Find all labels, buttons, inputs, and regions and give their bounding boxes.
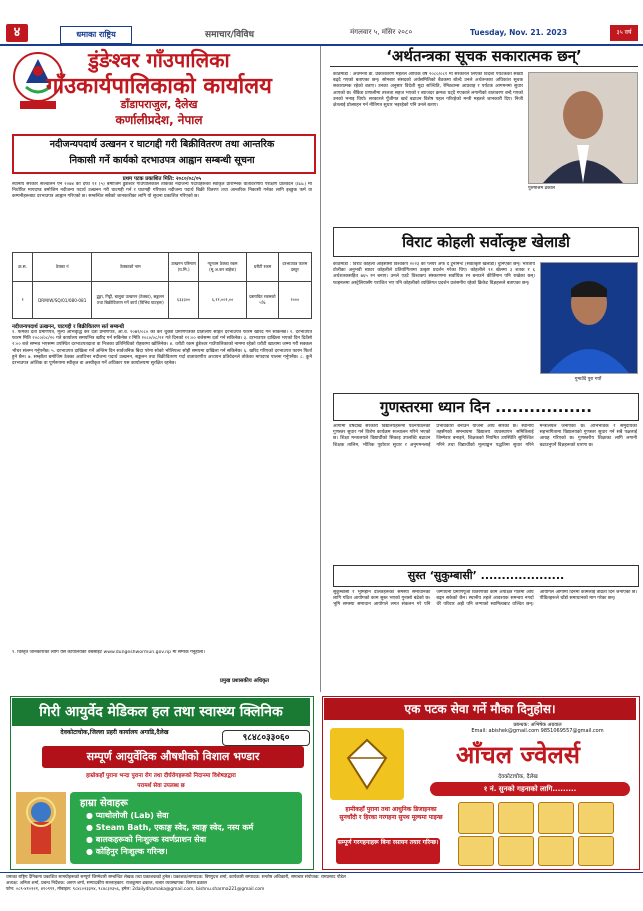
signature: प्रमुख प्रशासकीय अधिकृत xyxy=(220,678,270,684)
necklace-image xyxy=(498,802,534,834)
office-address: डाँडापराजुल, दैलेख xyxy=(120,98,198,111)
table-cell: १००० xyxy=(278,282,311,319)
table-header: ठेक्का नं xyxy=(33,253,92,282)
headline-landless: सुस्त ‘सुकुम्बासी’ .................... xyxy=(333,565,639,587)
corner-flag: ३५ वर्ष xyxy=(610,25,638,41)
table-header: धरौटी रकम xyxy=(247,253,278,282)
ad-jewellers-name: आँचल ज्वेलर्स xyxy=(456,741,580,769)
service-item: ● Steam Bath, एकाङ्ग स्वेद, स्वाङ्ग स्वेद, नस्य कर्म xyxy=(86,823,254,832)
article-economy: काठमाडौँ : अर्थमन्त्री डा. प्रकाशशरण महतले आर्थिक वर्ष २०८०/०८१ मा सरकारले लिएको विदेशी पर्यटकको संख्या बढ्दै गएको बताएका छन्। सोमबार संसदको अर्थसमितिको बैठकमा बोल्दै उनले अर्थतन्त्रका अधिकांश सूचक सकारात्मक रहेको बताए। उनका अनुसार विदेशी मुद्रा सञ्चिति, रेमिट्यान्स आप्रवाह र पर्यटक आगमनमा सुधार आएको छ। बैंकिङ प्रणालीमा तरलता सहज भएको र ब्याजदर क्रमशः घट्दै गएकाले लगानीको वातावरण बन्दै गएको उनको भनाइ थियो। सरकारले पुँजीगत खर्च बढाउन विशेष पहल गरिरहेको मन्त्री महतले जानकारी दिए। निजी क्षेत्रलाई प्रोत्साहन गर्न नीतिगत सुधार भइरहेको पनि उनले बताए। xyxy=(333,72,523,109)
dhanvantari-image xyxy=(16,792,66,864)
ad-ayurveda-location: देवकोटाचोक,जिल्ला प्रहरी कार्यालय अगाडि,दैलेख xyxy=(60,729,169,736)
pendant-image xyxy=(578,836,614,866)
table-header: न्यूनतम ठेक्का रकम (मू.अ.कर बाहेक) xyxy=(198,253,246,282)
table-header: दरभाउपत्र फारम दस्तुर xyxy=(278,253,311,282)
page-number: ४ xyxy=(6,24,28,42)
table-header-row xyxy=(13,253,312,282)
ad-jewellers-slogan: हामीकहाँ पुराना तथा आधुनिक डिजाइनका सुनचाँदी र हिरका गरगहना सुपथ मूल्यमा पाइन्छ xyxy=(339,806,443,821)
headline-kohli: विराट कोहली सर्वोत्कृष्ट खेलाडी xyxy=(333,227,639,257)
ad-jewellers-location: देवकोटाचोक, दैलेख xyxy=(498,774,538,780)
service-label: कोहिनुर निःशुल्क गरिन्छ। xyxy=(95,847,168,856)
table-cell: १ xyxy=(13,282,33,319)
ad-services-title: हाम्रा सेवाहरू xyxy=(80,798,128,809)
service-label: प्याथोलोजी (Lab) सेवा xyxy=(95,811,169,820)
service-item: ● बालकहरूको निःशुल्क स्वर्णप्राशन सेवा xyxy=(86,835,207,844)
ad-ayurveda-phone: ९८४८०३३०६० xyxy=(222,730,310,746)
article-kohli: काठमाडौँ : विराट कोहली आईसीसी विश्वकप २०२३ को प्लेयर अफ द टुर्नामेन्ट (सर्वोत्कृष्ट खेलाडी) चुनिएका छन्। भारतीय टोलीका अनुभवी ब्याटर कोहलीले प्रतियोगितामा उत्कृष्ट प्रदर्शन गरेका थिए। कोहलीले ११ खेलमा ३ शतक र ६ अर्धशतकसहित ७६५ रन बनाए। उनले एउटै विश्वकप संस्करणमा सर्वाधिक रन बनाउने कीर्तिमान पनि राखेका छन्। फाइनलमा अस्ट्रेलियासँग पराजित भए पनि कोहलीको व्यक्तिगत प्रदर्शन प्रशंसनीय रहेको क्रिकेट विज्ञहरूले बताएका छन्। xyxy=(333,262,535,286)
ring-image xyxy=(498,836,534,866)
notice-heading-line-2: निकासी गर्ने कार्यको दरभाउपत्र आह्वान सम्बन्धी सूचना xyxy=(69,155,255,166)
ad-ayurveda-line-2: परामर्श सेवा उपलब्ध छ xyxy=(137,783,185,789)
nepali-date: मंगलवार ५, मंसिर २०८० xyxy=(350,28,413,36)
service-label: बालकहरूको निःशुल्क स्वर्णप्राशन सेवा xyxy=(95,835,207,844)
ad-ayurveda-banner: सम्पूर्ण आयुर्वेदिक औषधीको विशाल भण्डार xyxy=(42,746,304,768)
terms-title: नदीजन्यपदार्थ उत्खनन, घाटगद्दी र बिक्रीवितरण सर्त सम्बन्धी xyxy=(12,324,125,330)
section-label: समाचार/विविध xyxy=(205,30,255,40)
tender-table xyxy=(12,252,312,319)
table-cell: ढुङ्गा, गिट्टी, बालुवा उत्खनन (ठेक्का), सङ्कलन तथा बिक्रीवितरण गर्ने कार्य (विभिन्न घाटहरू) xyxy=(92,282,169,319)
bangle-image xyxy=(538,836,574,866)
footer-line: धमाका राष्ट्रिय दैनिकमा प्रकाशित सामग्रीहरूको सम्पूर्ण जिम्मेवारी सम्बन्धित लेखक तथा प्रकाशकको हुनेछ। प्रकाशक/सम्पादक: विष्णुदत्त शर्मा, कार्यकारी सम्पादक: सन्तोष अधिकारी, समाचार संयोजक: रामप्रसाद पौडेल xyxy=(6,875,346,880)
masthead-logo: धमाका राष्ट्रिय xyxy=(60,26,132,44)
column-divider xyxy=(320,46,321,692)
kohli-caption: गुमाउँदै पुरा गर्यो xyxy=(574,377,602,382)
footer-line: अध्यक्ष: अनिता शर्मा, प्रबन्ध निर्देशक: अरुण शर्मा, सम्पादकीय सल्लाहकार: राजकुमार ढकाल, बजार व्यवस्थापक: किरण ढकाल xyxy=(6,881,207,886)
terms-body: १. फर्मको दर्ता प्रमाणपत्र, मूल्य अभिवृद्धि कर दर्ता प्रमाणपत्र, आ.व. २०७९/०८० को कर चुक्ता प्रमाणपत्रको प्रतिलिपि सहित दरभाउपत्र फारम खरिद गर्न सकिनेछ। २. दरभाउपत्र फारम मिति २०८०/०८/२० गते कार्यालय समयभित्र खरिद गर्न सकिनेछ र मिति २०८०/०८/२१ गते दिनको १२:०० बजेसम्म दर्ता गर्न सकिनेछ। ३. दरभाउपत्र दाखिला भएको दिन दिउँसो २:०० बजे सम्भव भएसम्म उपस्थित दरभाउपत्रदाता वा निजका प्रतिनिधिको रोहबरमा खोलिनेछ। ४. धरौटी रकम डुंङेश्वर गाउँपालिकाको नाममा रहेको धरौटी खातामा जम्मा गरी सक्कल भौचर संलग्न गर्नुपर्नेछ। ५. दरभाउपत्र दाखिला गर्ने अन्तिम दिन सार्वजनिक बिदा परेमा सोको भोलिपल्ट सोही समयमा दाखिला गर्न सकिनेछ। ६. खरिद गरिएको दरभाउपत्र फारम फिर्ता हुने छैन। ७. सम्झौता बमोजिम ठेक्का अवधिभर नदीजन्य पदार्थ उत्खनन, सङ्कलन तथा बिक्रीवितरण गर्दा वातावरणीय अध्ययन प्रतिवेदनले तोकेका मापदण्ड पालना गर्नुपर्नेछ। ८. कुनै दरभाउपत्र आंशिक वा पूर्णरूपमा स्वीकृत वा अस्वीकृत गर्ने अधिकार यस कार्यालयमा सुरक्षित रहनेछ। xyxy=(12,330,312,367)
office-province: कर्णालीप्रदेश, नेपाल xyxy=(115,113,203,127)
photo-caption: पुरुषोत्तम ढकाल xyxy=(528,186,556,191)
ad-ayurveda-title: गिरी आयुर्वेद मेडिकल हल तथा स्वास्थ्य क्लिनिक xyxy=(12,698,310,726)
service-item: ● प्याथोलोजी (Lab) सेवा xyxy=(86,811,169,820)
necklace-image xyxy=(538,802,574,834)
necklace-image xyxy=(458,802,494,834)
website-note: ९. विस्तृत जानकारीका लागि यस कार्यालयको वेबसाइट www.dungeshwormun.gov.np मा सम्पर्क गर्नुहोला। xyxy=(12,650,205,655)
necklace-image xyxy=(578,802,614,834)
table-header: क्र.स. xyxy=(13,253,33,282)
table-cell: DRM/W/SQ/01/080-081 xyxy=(33,282,92,319)
finance-minister-photo xyxy=(528,72,638,184)
english-date: Tuesday, Nov. 21. 2023 xyxy=(470,28,568,37)
notice-heading-line-1: नदीजन्यपदार्थ उत्खनन र घाटगद्दी गरी बिक्रीवितरण तथा आन्तरिक xyxy=(49,139,275,150)
footer-line: फोन: ०८९-४१०२२१, ४१०९९९, मोबाइल: ९८४८०२३३२४, ९८४८३२३५६, इमेल: 2dailydhamaka@gmail.com, bishnu.sharma221@gmail.com xyxy=(6,887,265,892)
table-cell: प्रस्तावित रकमको ५% xyxy=(247,282,278,319)
ad-jewellers-banner: एक पटक सेवा गर्ने मौका दिनुहोस। xyxy=(324,698,636,720)
service-label: Steam Bath, एकाङ्ग स्वेद, स्वाङ्ग स्वेद, नस्य कर्म xyxy=(95,823,254,832)
table-cell: ६,११,००१,०० xyxy=(198,282,246,319)
ad-jewellers-email: Email: abishek@gmail.com 9851069557@gmail.com xyxy=(471,728,604,734)
ad-ayurveda-line-1: हाम्रोकहाँ पुराना भन्दा पुराना रोग तथा दीर्घरोगहरूको निदानमा विशेषज्ञद्वारा xyxy=(86,773,236,779)
table-cell: ६३३३०० xyxy=(169,282,199,319)
article-quality: आगामी वर्षदेखि सरकारी विद्यालयहरूमा पठनपाठनको गुणस्तर सुधार गर्न विशेष कार्यक्रम सञ्चालन गरिने भएको छ। शिक्षा मन्त्रालयले विद्यार्थीको सिकाइ उपलब्धि बढाउन शिक्षक तालिम, भौतिक पूर्वाधार सुधार र अनुगमनलाई प्रभावकारी बनाउने योजना अघि सारेको छ। स्थानीय तहसँगको समन्वयमा विद्यालय व्यवस्थापन समितिलाई जिम्मेवार बनाइने, शिक्षकको नियमित उपस्थिति सुनिश्चित गरिने तथा विद्यार्थीको मूल्याङ्कन पद्धतिमा सुधार गरिने मन्त्रालयले जनाएको छ। अभिभावक र समुदायको सहभागितामा विद्यालयको गुणस्तर सुधार गर्न सबै पक्षलाई आग्रह गरिएको छ। गुणस्तरीय शिक्षाका लागि लगानी बढाउनुपर्ने विज्ञहरूको धारणा छ। xyxy=(333,424,637,448)
article-landless: सुकुम्बासी र भूमिहीन दलितहरूको समस्या समाधानका लागि गठित आयोगको काम सुस्त भएको गुनासो बढेको छ। भूमि समस्या समाधान आयोगले लगत संकलन गरे पनि जग्गाधनी प्रमाणपूर्जा वितरणको काम अपेक्षित गतिमा अघि बढ्न सकेको छैन। स्थानीय तहले आवश्यक समन्वय नगर्दा धेरै परिवार अझै पनि जग्गाको स्वामित्वबाट वञ्चित छन्। आयोगले आगामी दिनमा कामलाई तीव्रता दिने जनाएको छ। पीडितहरूले चाँडो समाधानको माग गरेका छन्। xyxy=(333,590,637,608)
publish-date: प्रथम पटक प्रकाशित मिति: २०८०/०८/०५ xyxy=(122,176,202,182)
table-header: ठेक्काको नाम xyxy=(92,253,169,282)
divider xyxy=(330,66,638,67)
office-title: गाँउकार्यपालिकाको कार्यालय xyxy=(46,74,272,99)
table-header: उत्खनन परिमाण (घ.मि.) xyxy=(169,253,199,282)
ad-jewellers-footer: सम्पूर्ण गरगहनाहरू बिना रसायन तयार गरिन्छ। xyxy=(336,838,440,864)
ad-jewellers-proprietor: प्रबन्धक: अभिषेक अग्रवाल xyxy=(513,722,562,728)
tender-table-wrap xyxy=(12,252,312,319)
ad-jewellers-tagline: १ नं. सुनको गहनाको लागि......... xyxy=(430,782,630,796)
kohli-photo xyxy=(540,262,638,374)
municipality-title: डुंङेश्वर गाँउपालिका xyxy=(88,48,230,72)
notice-intro: स्थानीय सरकार सञ्चालन ऐन २०७४ को दफा ११ (५) बमोजिम डुंङेश्वर गाउँपालिकाले तोकेका नदीजन्य पदार्थहरूको स्वीकृत प्रारम्भिक वातावरणीय परीक्षण प्रतिवेदन (IEE) मा निर्धारित मापदण्ड बमोजिम नदीजन्य पदार्थ उत्खनन गरी घाटगद्दी गर्न र घाटगद्दी गरिएका नदीजन्य पदार्थ बिक्री वितरण तथा आन्तरिक निकासी गर्नका लागि इच्छुक फर्म वा कम्पनीहरूबाट दरभाउपत्र आह्वान गरिएको छ। सम्बन्धित सबैको जानकारीका लागि यो सूचना प्रकाशित गरिएको छ। xyxy=(12,182,312,200)
diamond-logo-icon xyxy=(330,728,404,800)
headline-quality: गुणस्तरमा ध्यान दिन ................. xyxy=(333,393,639,421)
footer-text xyxy=(6,875,638,893)
table-row xyxy=(13,282,312,319)
headline-economy: ‘अर्थतन्त्रका सूचक सकारात्मक छन्’ xyxy=(386,47,582,65)
earring-image xyxy=(458,836,494,866)
service-item: ● कोहिनुर निःशुल्क गरिन्छ। xyxy=(86,847,168,856)
